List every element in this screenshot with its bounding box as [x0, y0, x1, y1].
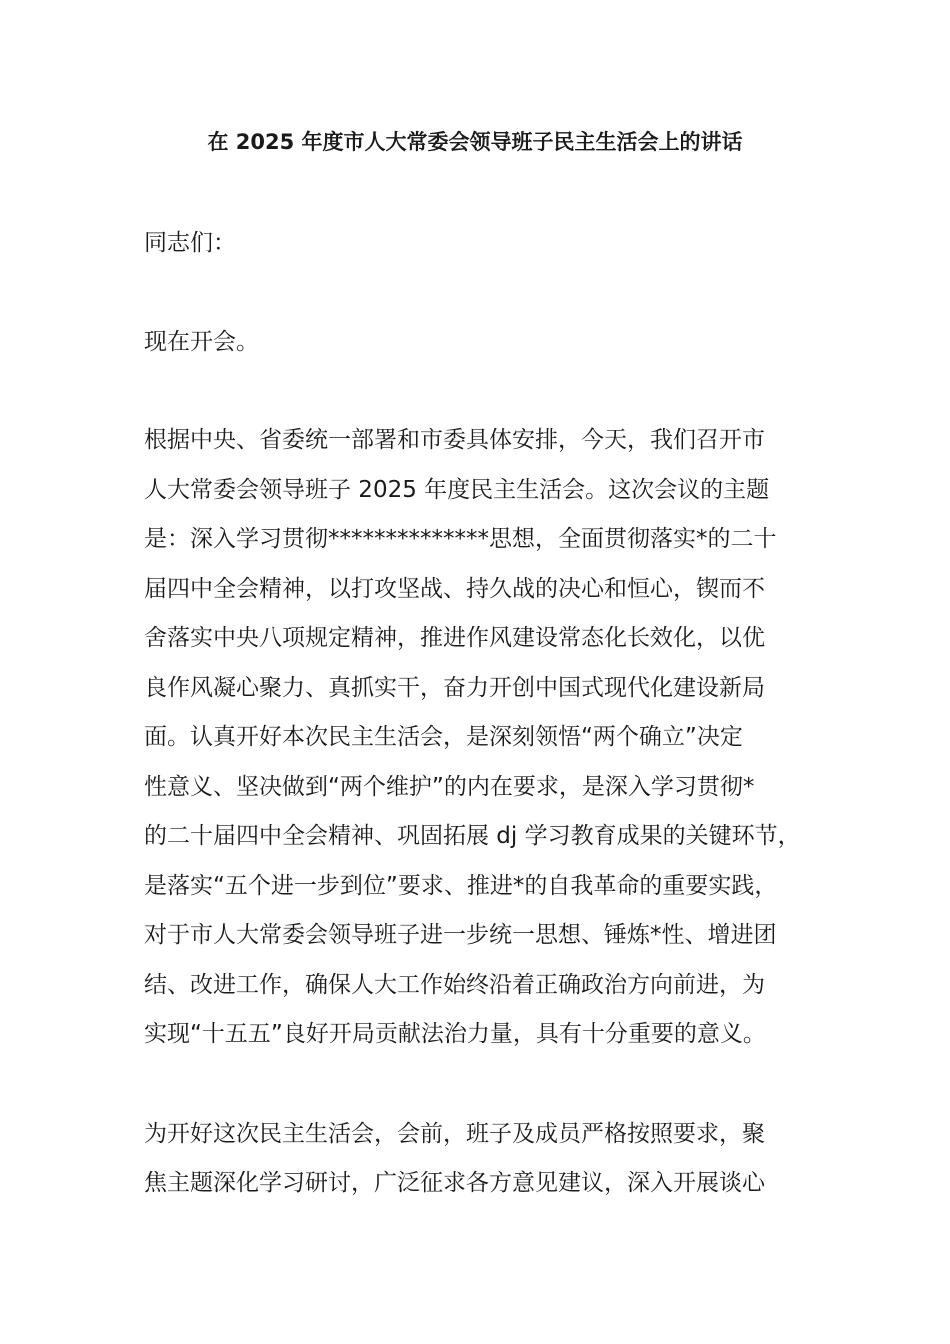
paragraph-1-line: 的二十届四中全会精神、巩固拓展 dj 学习教育成果的关键环节， — [144, 823, 801, 849]
paragraph-1-line: 对于市人大常委会领导班子进一步统一思想、锤炼*性、增进团 — [144, 922, 777, 948]
paragraph-1-line: 结、改进工作，确保人大工作始终沿着正确政治方向前进，为 — [144, 972, 765, 998]
paragraph-1-line: 人大常委会领导班子 2025 年度民主生活会。这次会议的主题 — [144, 477, 770, 503]
paragraph-1-line: 面。认真开好本次民主生活会，是深刻领悟“两个确立”决定 — [144, 724, 743, 750]
paragraph-1-line: 实现“十五五”良好开局贡献法治力量，具有十分重要的意义。 — [144, 1021, 766, 1047]
document-title: 在 2025 年度市人大常委会领导班子民主生活会上的讲话 — [207, 130, 743, 154]
paragraph-1-line: 届四中全会精神，以打攻坚战、持久战的决心和恒心，锲而不 — [144, 576, 765, 602]
paragraph-1-line: 是：深入学习贯彻**************思想，全面贯彻落实*的二十 — [144, 526, 777, 552]
paragraph-1-line: 舍落实中央八项规定精神，推进作风建设常态化长效化，以优 — [144, 625, 765, 651]
salutation: 同志们： — [144, 230, 236, 256]
paragraph-1-line: 性意义、坚决做到“两个维护”的内在要求，是深入学习贯彻* — [144, 774, 755, 800]
paragraph-1-line: 是落实“五个进一步到位”要求、推进*的自我革命的重要实践， — [144, 873, 778, 899]
opening-line: 现在开会。 — [144, 329, 259, 355]
paragraph-2-line: 为开好这次民主生活会，会前，班子及成员严格按照要求，聚 — [144, 1121, 765, 1147]
paragraph-1-line: 根据中央、省委统一部署和市委具体安排，今天，我们召开市 — [144, 427, 765, 453]
paragraph-2-line: 焦主题深化学习研讨，广泛征求各方意见建议，深入开展谈心 — [144, 1170, 765, 1196]
paragraph-1-line: 良作风凝心聚力、真抓实干，奋力开创中国式现代化建设新局 — [144, 675, 765, 701]
